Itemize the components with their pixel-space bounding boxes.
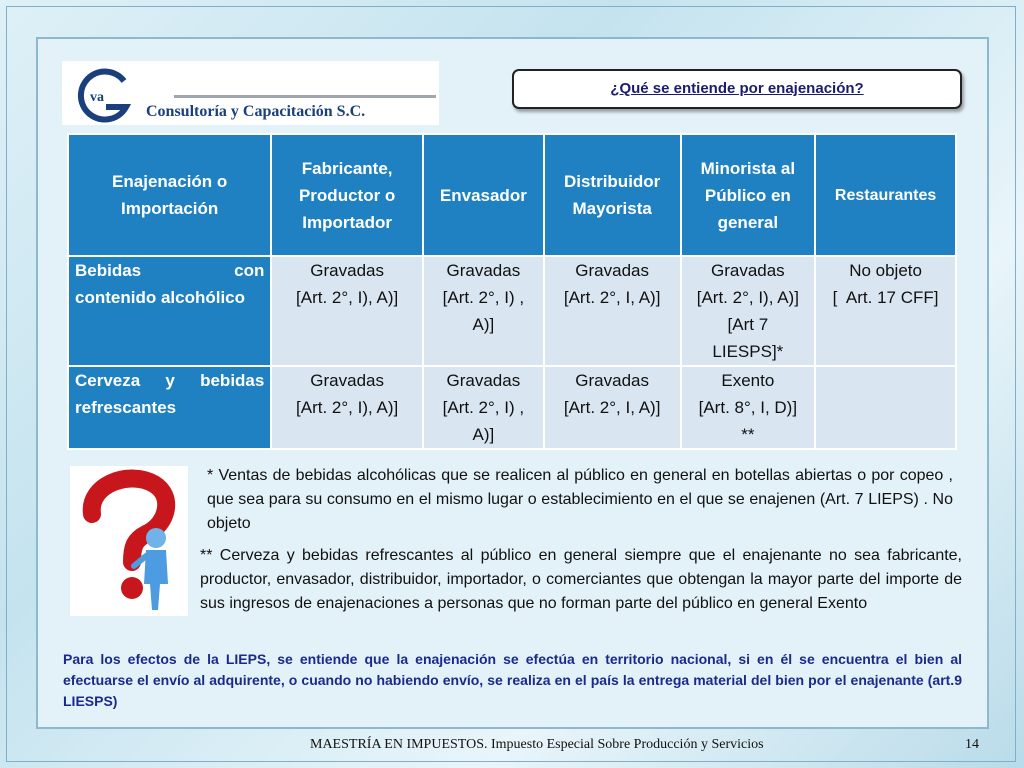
lieps-definition: Para los efectos de la LIEPS, se entiende que la enajenación se efectúa en territorio nacional, si en él se encuentra el bien al efectuarse el envío al adquirente, o cuando no habiendo envío, se realiza en el país la entrega material del bien por el enajenante (art.9 LIESPS) (63, 651, 962, 709)
row-label-part: con (234, 261, 265, 280)
row-label-bebidas-alcoholicas (68, 256, 271, 366)
logo-brand-letters: va (90, 90, 104, 105)
cell-line: A)] (472, 315, 495, 334)
company-logo (62, 61, 439, 125)
question-mark-figure-icon (70, 466, 188, 616)
table-cell (271, 256, 423, 366)
slide-title-text: ¿Qué se entiende por enajenación? (610, 80, 864, 97)
table-cell (271, 366, 423, 449)
row-label-part: Bebidas (75, 261, 142, 280)
cell-line: [Art. 2°, I), A)] (696, 288, 799, 307)
logo-divider (174, 95, 436, 98)
enajenacion-table (67, 133, 957, 450)
page-number: 14 (965, 737, 979, 752)
logo-company-name: Consultoría y Capacitación S.C. (146, 103, 366, 120)
table-cell (544, 366, 681, 449)
header-cell: Minorista al Público en general (681, 134, 816, 256)
header-cell: Fabricante, Productor o Importador (271, 134, 423, 256)
cell-line: [Art. 2°, I, A)] (563, 398, 661, 417)
cell-line: [Art. 2°, I, A)] (563, 288, 661, 307)
row-label-cerveza: Cerveza y bebidas refrescantes (68, 366, 271, 449)
cell-line: Exento (721, 371, 775, 390)
cell-line: LIESPS]* (712, 342, 784, 361)
logo-g-icon (66, 67, 136, 123)
cell-line: [ Art. 17 CFF] (832, 288, 939, 307)
cell-line: A)] (472, 425, 495, 444)
cell-line: Gravadas (310, 371, 384, 390)
table-row (68, 366, 956, 449)
table-cell (423, 366, 544, 449)
footer-text: MAESTRÍA EN IMPUESTOS. Impuesto Especial Sobre Producción y Servicios (310, 737, 764, 752)
cell-line: Gravadas (710, 261, 785, 280)
cell-line: [Art. 8°, I, D)] (698, 398, 798, 417)
cell-line: [Art. 2°, I) , (442, 398, 525, 417)
table-cell (423, 256, 544, 366)
table-header-row (68, 134, 956, 256)
cell-line: [Art. 2°, I) , (442, 288, 525, 307)
row-label-part: contenido alcohólico (75, 288, 246, 307)
table-cell (681, 256, 816, 366)
table-cell (544, 256, 681, 366)
table-cell (681, 366, 816, 449)
slide-title (512, 69, 962, 109)
header-cell: Enajenación o Importación (68, 134, 271, 256)
cell-line: Gravadas (446, 261, 521, 280)
cell-line: Gravadas (575, 371, 649, 390)
header-cell: Envasador (423, 134, 544, 256)
cell-line: [Art 7 (727, 315, 769, 334)
table-cell (815, 256, 956, 366)
cell-line: Gravadas (575, 261, 649, 280)
table-row (68, 256, 956, 366)
table-cell-empty (815, 366, 956, 449)
cell-line: Gravadas (310, 261, 384, 280)
cell-line: No objeto (849, 261, 922, 280)
footnote-cerveza: ** Cerveza y bebidas refrescantes al público en general siempre que el enajenante no sea fabricante, productor, envasador, distribuidor, importador, o comerciantes que obtengan la mayor parte del importe de sus ingresos de enajenaciones a personas que no forman parte del público en general Exento (200, 547, 962, 612)
header-cell: Distribuidor Mayorista (544, 134, 681, 256)
cell-line: Gravadas (446, 371, 521, 390)
cell-line: ** (741, 425, 755, 444)
cell-line: [Art. 2°, I), A)] (296, 398, 399, 417)
cell-line: [Art. 2°, I), A)] (296, 288, 399, 307)
header-cell: Restaurantes (815, 134, 956, 256)
footnote-alcoholicas: * Ventas de bebidas alcohólicas que se realicen al público en general en botellas abiertas o por copeo , que sea para su consumo en el mismo lugar o establecimiento en el que se enajenen (Art. 7 LIEPS) . No objeto (207, 467, 953, 532)
